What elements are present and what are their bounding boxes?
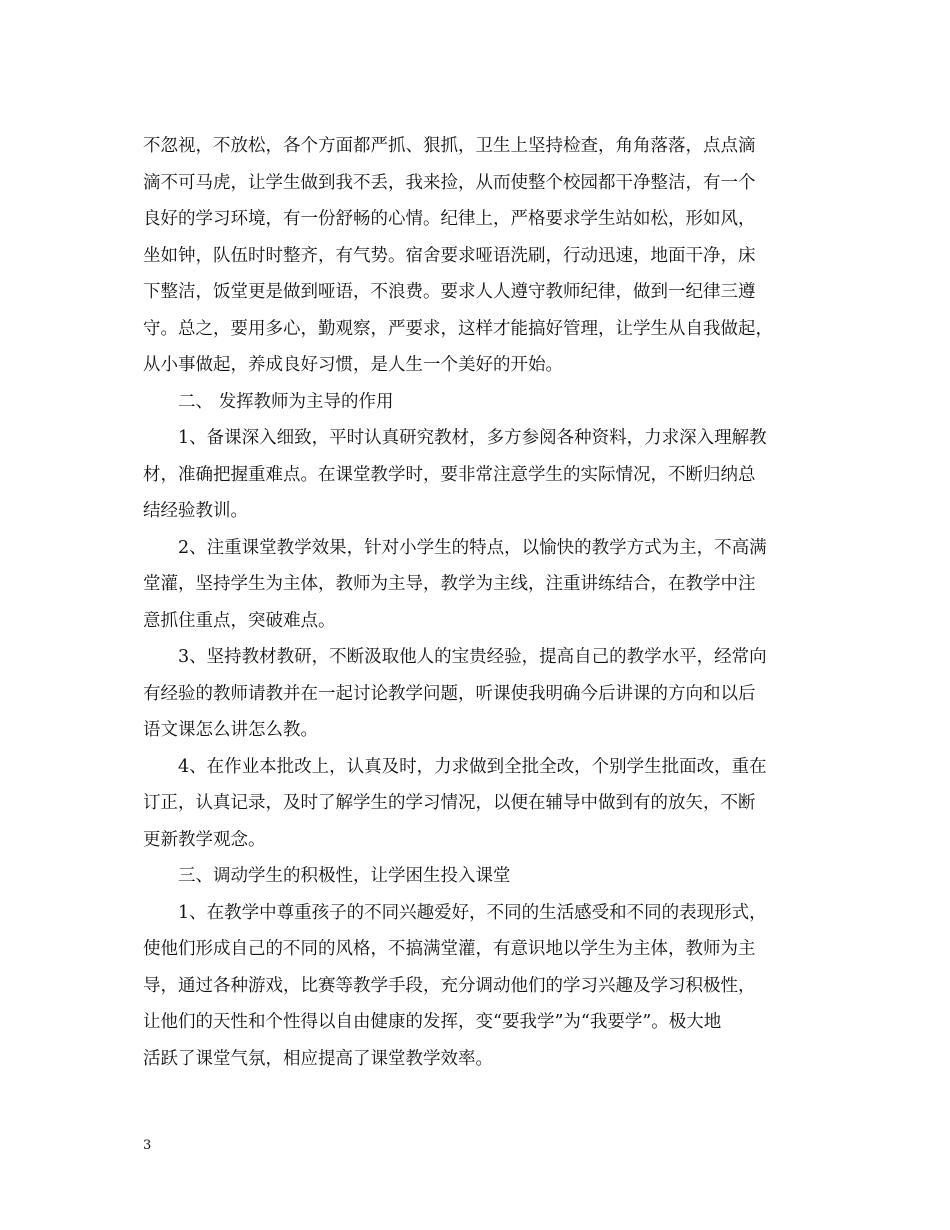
text-line: 意抓住重点，突破难点。 [143, 610, 336, 631]
text-line: 订正，认真记录，及时了解学生的学习情况，以便在辅导中做到有的放矢，不断 [143, 793, 756, 813]
text-line: 三、调动学生的积极性，让学困生投入课堂 [178, 866, 511, 886]
text-line: 语文课怎么讲怎么教。 [143, 720, 318, 740]
text-line: 结经验教训。 [143, 501, 248, 521]
page-number: 3 [143, 1138, 152, 1153]
body-text [143, 128, 808, 1077]
text-line: 让他们的天性和个性得以自由健康的发挥，变“要我学”为“我要学”。极大地 [143, 1012, 722, 1032]
text-line: 使他们形成自己的不同的风格，不搞满堂灌，有意识地以学生为主体，教师为主 [143, 939, 756, 959]
text-line: 材，准确把握重难点。在课堂教学时，要非常注意学生的实际情况，不断归纳总 [143, 464, 756, 485]
text-line: 1、在教学中尊重孩子的不同兴趣爱好，不同的生活感受和不同的表现形式， [178, 902, 767, 923]
text-line: 二、 发挥教师为主导的作用 [178, 391, 394, 412]
text-line: 活跃了课堂气氛，相应提高了课堂教学效率。 [143, 1048, 493, 1069]
text-line: 从小事做起，养成良好习惯，是人生一个美好的开始。 [143, 355, 563, 375]
text-line: 不忽视，不放松，各个方面都严抓、狠抓，卫生上坚持检查，角角落落，点点滴 [143, 136, 756, 156]
text-line: 有经验的教师请教并在一起讨论教学问题，听课使我明确今后讲课的方向和以后 [143, 683, 756, 704]
text-line: 良好的学习环境，有一份舒畅的心情。纪律上，严格要求学生站如松，形如风， [143, 209, 756, 229]
text-line: 下整洁，饭堂更是做到哑语，不浪费。要求人人遵守教师纪律，做到一纪律三遵 [143, 282, 756, 302]
text-line: 守。总之，要用多心，勤观察，严要求，这样才能搞好管理，让学生从自我做起， [143, 318, 773, 339]
text-line: 导，通过各种游戏，比赛等教学手段，充分调动他们的学习兴趣及学习积极性， [143, 975, 756, 996]
text-line: 3、坚持教材教研，不断汲取他人的宝贵经验，提高自己的教学水平，经常向 [178, 647, 767, 667]
text-line: 1、备课深入细致，平时认真研究教材，多方参阅各种资料，力求深入理解教 [178, 428, 767, 448]
text-line: 4、在作业本批改上，认真及时，力求做到全批全改，个别学生批面改，重在 [178, 756, 767, 777]
text-line: 坐如钟，队伍时时整齐，有气势。宿舍要求哑语洗刷，行动迅速，地面干净，床 [143, 245, 756, 266]
text-line: 更新教学观念。 [143, 829, 266, 850]
text-line: 2、注重课堂教学效果，针对小学生的特点，以愉快的教学方式为主，不高满 [178, 537, 767, 558]
text-line: 堂灌，坚持学生为主体，教师为主导，教学为主线，注重讲练结合，在教学中注 [143, 574, 756, 594]
text-line: 滴不可马虎，让学生做到我不丢，我来捡，从而使整个校园都干净整洁，有一个 [143, 172, 756, 193]
